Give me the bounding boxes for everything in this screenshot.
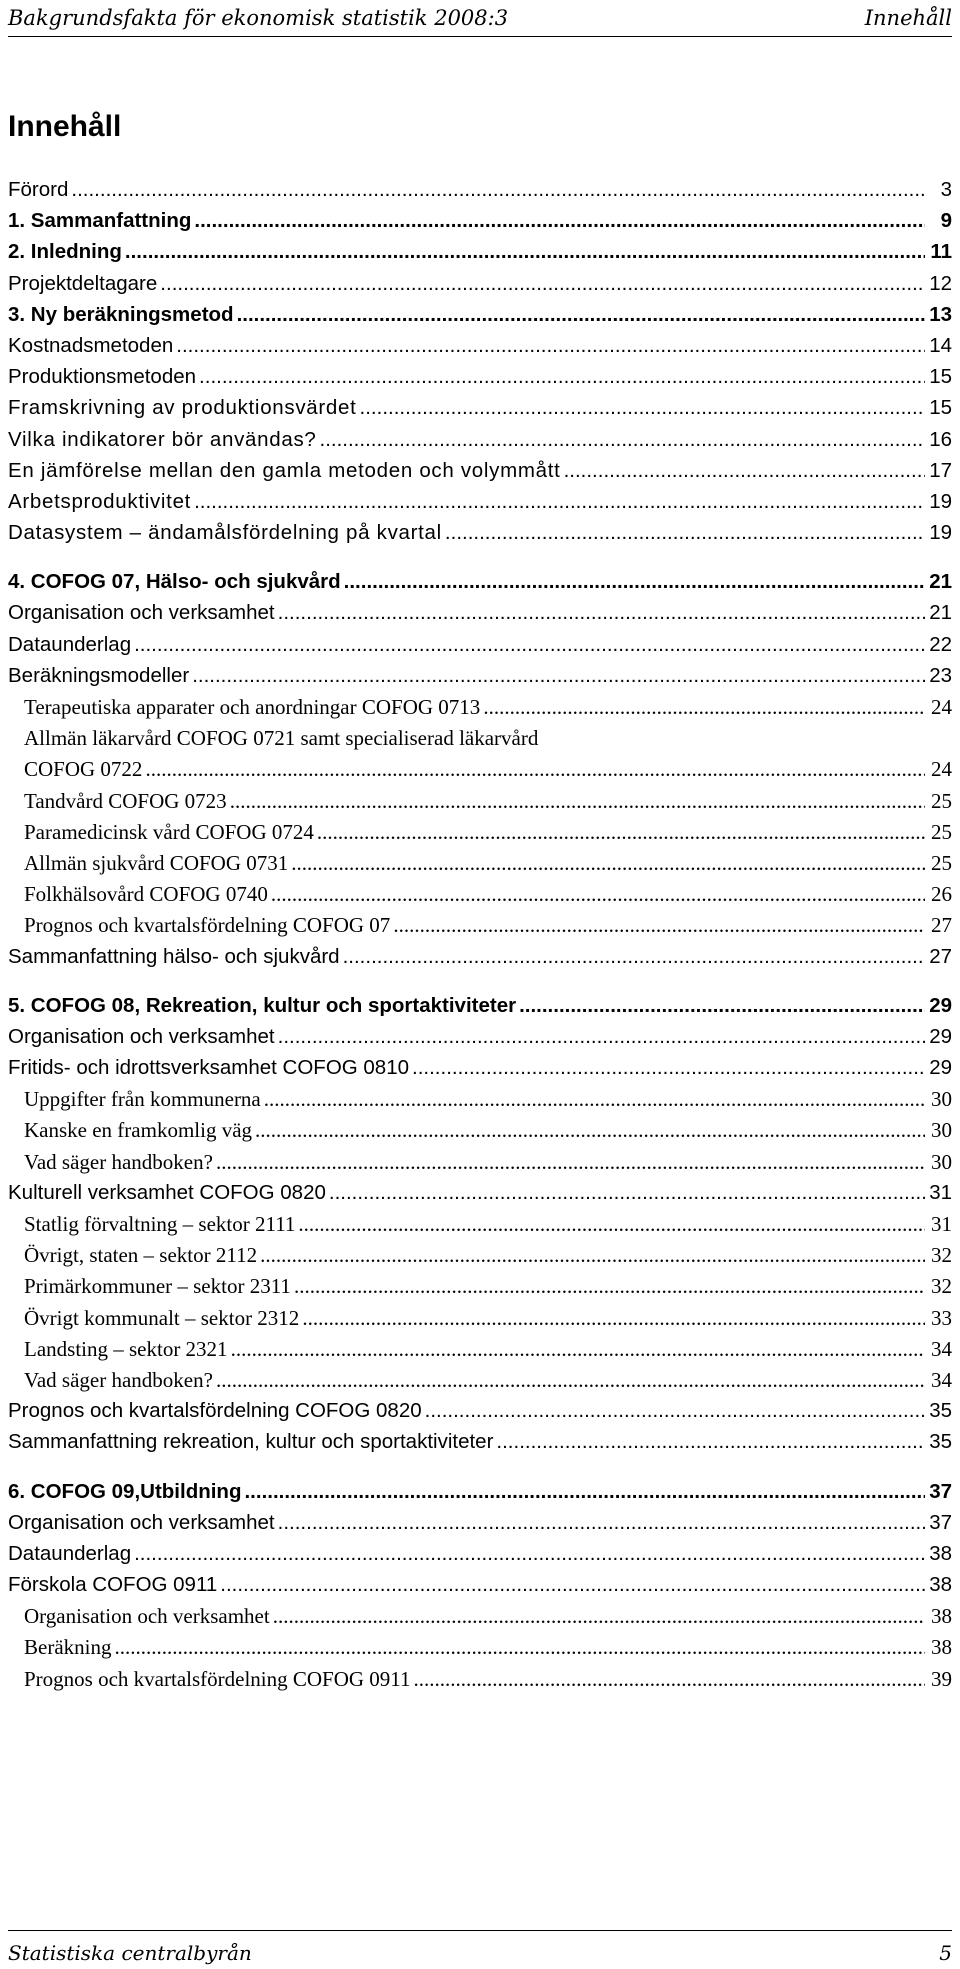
- toc-page-number: 16: [929, 427, 952, 451]
- toc-entry[interactable]: [8, 1087, 952, 1118]
- toc-entry[interactable]: [8, 994, 952, 1025]
- toc-leader: [260, 1243, 925, 1268]
- toc-leader: [329, 1181, 925, 1205]
- toc-leader: [114, 1635, 925, 1660]
- toc-page-number: 34: [931, 1336, 952, 1361]
- toc-entry[interactable]: [8, 365, 952, 396]
- toc-page-number: 27: [931, 913, 952, 938]
- toc-page-number: 14: [929, 333, 952, 357]
- toc-entry-text: Folkhälsovård COFOG 0740: [24, 882, 268, 907]
- toc-leader: [278, 1025, 925, 1049]
- toc-page-number: 26: [931, 882, 952, 907]
- toc-leader: [216, 1150, 925, 1175]
- toc-entry-text: Kulturell verksamhet COFOG 0820: [8, 1180, 326, 1204]
- toc-entry[interactable]: [8, 695, 952, 726]
- toc-page-number: 33: [931, 1305, 952, 1330]
- toc-page-number: 15: [929, 396, 952, 420]
- toc-entry[interactable]: [8, 521, 952, 552]
- toc-entry[interactable]: [8, 1243, 952, 1274]
- table-of-contents: [8, 178, 952, 1698]
- toc-entry[interactable]: [8, 601, 952, 632]
- toc-leader: [273, 1604, 925, 1629]
- toc-leader: [199, 365, 925, 389]
- toc-entry-text: 6. COFOG 09,Utbildning: [8, 1479, 242, 1503]
- toc-leader: [278, 601, 925, 625]
- toc-entry[interactable]: [8, 1212, 952, 1243]
- toc-entry[interactable]: [8, 1150, 952, 1181]
- toc-leader: [125, 240, 925, 264]
- toc-entry[interactable]: [8, 272, 952, 303]
- toc-entry[interactable]: [8, 1399, 952, 1430]
- toc-leader: [194, 490, 925, 514]
- toc-entry[interactable]: [8, 1337, 952, 1368]
- toc-entry[interactable]: [8, 178, 952, 209]
- toc-leader: [343, 945, 925, 969]
- toc-leader: [414, 1667, 925, 1692]
- toc-entry-text: Dataunderlag: [8, 1541, 132, 1565]
- toc-entry-text: 4. COFOG 07, Hälso- och sjukvård: [8, 570, 341, 594]
- toc-page-number: 30: [931, 1149, 952, 1174]
- toc-entry[interactable]: [8, 820, 952, 851]
- toc-entry-text: Förord: [8, 178, 69, 201]
- toc-leader: [194, 209, 925, 233]
- toc-page-number: 17: [929, 458, 952, 482]
- toc-page-number: 38: [931, 1635, 952, 1660]
- toc-entry-text: Dataunderlag: [8, 632, 132, 656]
- toc-leader: [244, 1480, 925, 1504]
- toc-entry-text: Vad säger handboken?: [24, 1367, 213, 1392]
- toc-page-number: 25: [931, 819, 952, 844]
- toc-entry[interactable]: [8, 913, 952, 944]
- toc-entry-text: Framskrivning av produktionsvärdet: [8, 396, 357, 420]
- toc-leader: [344, 570, 925, 594]
- toc-entry[interactable]: [8, 1635, 952, 1666]
- toc-page-number: 38: [929, 1541, 952, 1565]
- toc-leader: [496, 1430, 925, 1454]
- toc-page-number: 38: [931, 1604, 952, 1629]
- toc-leader: [231, 1337, 925, 1362]
- toc-entry-text: Allmän läkarvård COFOG 0721 samt specialiserad läkarvård: [24, 726, 539, 751]
- toc-entry-text: Sammanfattning rekreation, kultur och sportaktiviteter: [8, 1430, 494, 1454]
- toc-entry[interactable]: [8, 490, 952, 521]
- toc-entry-text: Terapeutiska apparater och anordningar COFOG 0713: [24, 695, 481, 719]
- toc-page-number: 24: [931, 757, 952, 782]
- toc-page-number: 35: [929, 1430, 952, 1454]
- toc-page-number: 15: [929, 365, 952, 389]
- toc-entry-text: Primärkommuner – sektor 2311: [24, 1274, 291, 1299]
- toc-entry-text: Vad säger handboken?: [24, 1149, 213, 1174]
- toc-leader: [145, 757, 925, 782]
- toc-leader: [192, 664, 925, 688]
- toc-entry-text: Vilka indikatorer bör användas?: [8, 427, 317, 451]
- toc-entry-text: Uppgifter från kommunerna: [24, 1087, 261, 1112]
- toc-entry-text: Kanske en framkomlig väg: [24, 1118, 253, 1143]
- toc-leader: [519, 994, 925, 1018]
- toc-leader: [302, 1306, 925, 1331]
- toc-entry-text: En jämförelse mellan den gamla metoden och volymmått: [8, 458, 561, 482]
- toc-entry[interactable]: [8, 1025, 952, 1056]
- toc-page-number: 21: [929, 570, 952, 594]
- toc-entry-text: Beräkning: [24, 1635, 112, 1660]
- toc-page-number: 24: [931, 695, 952, 719]
- toc-leader: [317, 820, 925, 845]
- toc-entry-text: Arbetsproduktivitet: [8, 489, 192, 513]
- toc-entry-text: 3. Ny beräkningsmetod: [8, 302, 234, 326]
- toc-leader: [134, 633, 925, 657]
- toc-page-number: 3: [940, 178, 952, 201]
- toc-leader: [412, 1056, 925, 1080]
- toc-entry-text: Förskola COFOG 0911: [8, 1573, 218, 1597]
- toc-entry-text: Övrigt kommunalt – sektor 2312: [24, 1305, 300, 1330]
- toc-leader: [445, 521, 925, 545]
- toc-leader: [71, 178, 925, 202]
- toc-page-number: 32: [931, 1243, 952, 1268]
- toc-entry-text: Beräkningsmodeller: [8, 663, 190, 687]
- toc-leader: [483, 695, 925, 720]
- toc-page-number: 23: [929, 663, 952, 687]
- toc-entry-text: Organisation och verksamhet: [8, 1510, 275, 1534]
- toc-leader: [425, 1399, 925, 1423]
- toc-entry-text: Prognos och kvartalsfördelning COFOG 0820: [8, 1399, 422, 1423]
- toc-page-number: 29: [929, 993, 952, 1017]
- toc-entry[interactable]: [8, 1604, 952, 1635]
- toc-entry[interactable]: [8, 303, 952, 334]
- toc-entry-text: Organisation och verksamhet: [24, 1604, 270, 1629]
- toc-entry[interactable]: [8, 1430, 952, 1461]
- toc-entry-text: Övrigt, staten – sektor 2112: [24, 1243, 258, 1268]
- toc-leader: [564, 459, 925, 483]
- toc-entry-text: Kostnadsmetoden: [8, 333, 174, 357]
- toc-entry-text: Landsting – sektor 2321: [24, 1336, 228, 1361]
- toc-page-number: 19: [929, 521, 952, 545]
- toc-entry-text: Produktionsmetoden: [8, 365, 197, 389]
- page-header: [8, 2, 952, 37]
- toc-page-number: 22: [929, 632, 952, 656]
- toc-entry[interactable]: [8, 1480, 952, 1511]
- toc-leader: [360, 396, 925, 420]
- toc-entry[interactable]: [8, 428, 952, 459]
- toc-page-number: 39: [931, 1666, 952, 1691]
- toc-leader: [298, 1212, 925, 1237]
- toc-entry-text: Statlig förvaltning – sektor 2111: [24, 1212, 296, 1236]
- toc-entry[interactable]: [8, 1056, 952, 1087]
- toc-page-number: 34: [931, 1367, 952, 1392]
- toc-leader: [320, 428, 926, 452]
- toc-entry[interactable]: [8, 1306, 952, 1337]
- toc-entry[interactable]: [8, 459, 952, 490]
- toc-entry[interactable]: [8, 1181, 952, 1212]
- page-title: Innehåll: [8, 110, 122, 143]
- toc-page-number: 25: [931, 850, 952, 875]
- toc-entry[interactable]: [8, 882, 952, 913]
- toc-entry-text: Prognos och kvartalsfördelning COFOG 0911: [24, 1666, 411, 1691]
- toc-leader: [160, 272, 925, 296]
- toc-leader: [255, 1118, 925, 1143]
- toc-entry-text: Organisation och verksamhet: [8, 601, 275, 625]
- toc-page-number: 21: [929, 601, 952, 625]
- toc-entry[interactable]: [8, 664, 952, 695]
- toc-entry[interactable]: [8, 945, 952, 976]
- toc-page-number: 13: [929, 302, 952, 326]
- toc-entry-text: 1. Sammanfattning: [8, 209, 192, 233]
- toc-entry[interactable]: [8, 1667, 952, 1698]
- toc-page-number: 30: [931, 1118, 952, 1143]
- toc-leader: [271, 882, 925, 907]
- footer-publisher: Statistiska centralbyrån: [8, 1941, 252, 1965]
- toc-entry-text: Organisation och verksamhet: [8, 1024, 275, 1048]
- toc-entry-text: Paramedicinsk vård COFOG 0724: [24, 819, 314, 844]
- toc-entry[interactable]: [8, 1368, 952, 1399]
- toc-leader: [134, 1542, 925, 1566]
- toc-entry[interactable]: [8, 1511, 952, 1542]
- toc-entry[interactable]: [8, 240, 952, 271]
- toc-page-number: 32: [931, 1274, 952, 1299]
- toc-leader: [264, 1087, 925, 1112]
- page-footer: [8, 1930, 952, 1967]
- toc-entry-text: Tandvård COFOG 0723: [24, 788, 227, 813]
- toc-entry[interactable]: [8, 1573, 952, 1604]
- toc-entry[interactable]: [8, 1118, 952, 1149]
- toc-entry-text: Sammanfattning hälso- och sjukvård: [8, 944, 340, 968]
- toc-entry[interactable]: [8, 570, 952, 601]
- toc-page-number: 29: [929, 1024, 952, 1048]
- toc-entry[interactable]: [8, 1542, 952, 1573]
- toc-entry[interactable]: [8, 209, 952, 240]
- toc-entry[interactable]: [8, 633, 952, 664]
- header-title: Bakgrundsfakta för ekonomisk statistik 2008:3: [8, 6, 509, 30]
- toc-leader: [393, 913, 925, 938]
- toc-leader: [294, 1274, 925, 1299]
- toc-page-number: 12: [929, 271, 952, 295]
- toc-leader: [237, 303, 925, 327]
- toc-page-number: 31: [931, 1212, 952, 1236]
- toc-leader: [176, 334, 925, 358]
- toc-page-number: 31: [929, 1180, 952, 1204]
- toc-entry-text: COFOG 0722: [24, 757, 143, 782]
- toc-page-number: 37: [929, 1479, 952, 1503]
- toc-page-number: 9: [940, 209, 952, 233]
- toc-page-number: 38: [929, 1573, 952, 1597]
- toc-entry-text: Projektdeltagare: [8, 271, 158, 295]
- toc-leader: [278, 1511, 925, 1535]
- toc-entry[interactable]: [8, 789, 952, 820]
- footer-page-number: 5: [939, 1941, 952, 1965]
- toc-entry[interactable]: [8, 1274, 952, 1305]
- toc-page-number: 29: [929, 1056, 952, 1080]
- toc-entry-text: Fritids- och idrottsverksamhet COFOG 0810: [8, 1056, 410, 1080]
- toc-leader: [216, 1368, 925, 1393]
- toc-page-number: 25: [931, 788, 952, 813]
- toc-entry-text: 5. COFOG 08, Rekreation, kultur och sportaktiviteter: [8, 993, 517, 1017]
- toc-page-number: 30: [931, 1087, 952, 1112]
- toc-entry-text: Prognos och kvartalsfördelning COFOG 07: [24, 913, 391, 938]
- toc-leader: [291, 851, 925, 876]
- toc-entry-text: 2. Inledning: [8, 240, 122, 264]
- toc-leader: [230, 789, 925, 814]
- toc-page-number: 37: [929, 1510, 952, 1534]
- toc-page-number: 11: [930, 240, 952, 264]
- header-section: Innehåll: [864, 6, 952, 30]
- toc-entry[interactable]: [8, 334, 952, 365]
- toc-leader: [220, 1573, 925, 1597]
- toc-entry-text: Allmän sjukvård COFOG 0731: [24, 850, 289, 875]
- toc-entry[interactable]: [8, 396, 952, 427]
- toc-page-number: 27: [929, 944, 952, 968]
- toc-entry[interactable]: [8, 757, 952, 788]
- toc-page-number: 19: [929, 489, 952, 513]
- toc-entry[interactable]: [8, 726, 952, 757]
- toc-entry[interactable]: [8, 851, 952, 882]
- toc-page-number: 35: [929, 1399, 952, 1423]
- toc-entry-text: Datasystem – ändamålsfördelning på kvartal: [8, 521, 442, 545]
